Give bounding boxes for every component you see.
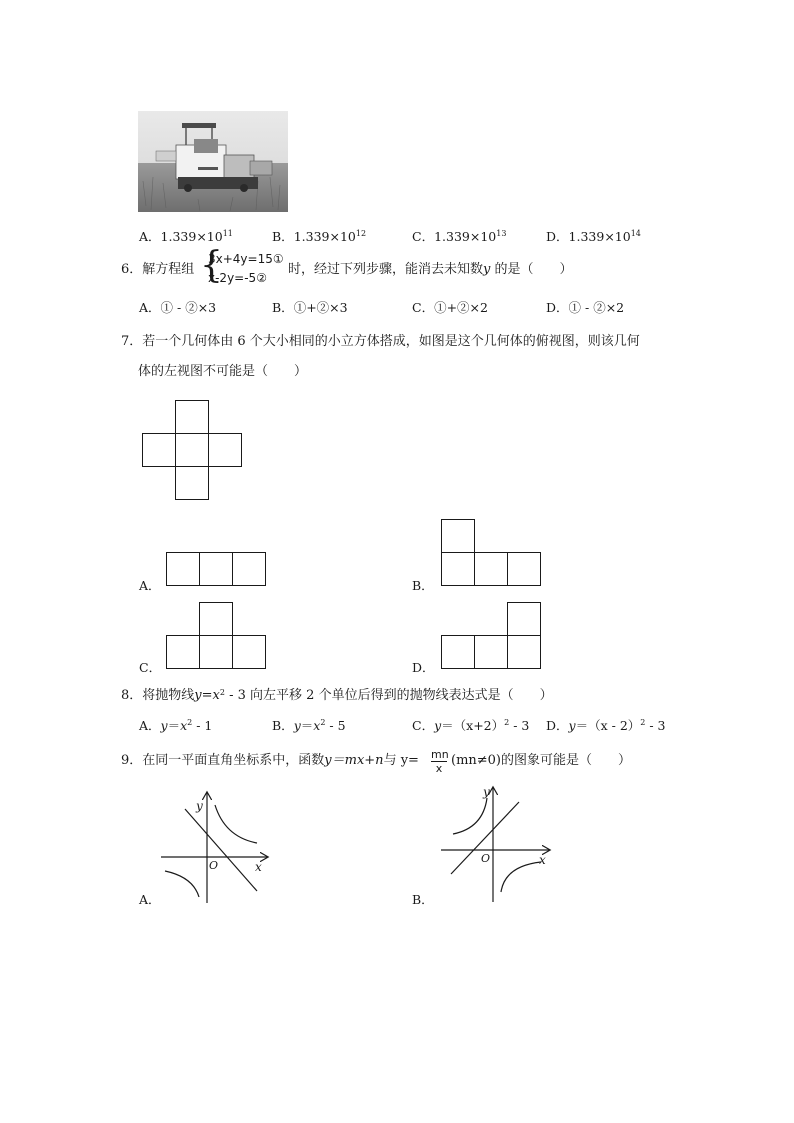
q5-option-b: B．$1.339\times 10^{12}$ [272, 229, 367, 244]
q7-label-a: A． [139, 578, 161, 593]
q6-option-d: D．① - ②×2 [546, 300, 625, 315]
q6-suffix: 时，经过下列步骤，能消去未知数y 的是（ ） [288, 262, 573, 277]
q7-line2: 体的左视图不可能是（ ） [138, 364, 308, 379]
q7-option-c-figure [164, 600, 268, 671]
origin-label: O [209, 859, 219, 872]
q7-option-d-figure [439, 600, 543, 671]
x-axis-label: x [539, 853, 546, 867]
q7-option-a-figure [164, 550, 268, 588]
line-graph [185, 809, 257, 891]
hyperbola-branch-upper [453, 798, 487, 834]
equation-1: 3x+4y=15① [208, 252, 284, 266]
hyperbola-branch-upper [215, 805, 257, 843]
equation-system [200, 245, 288, 290]
q8-option-a: A．$y=x^2 - 1$ [139, 718, 213, 733]
q6-option-a: A．① - ②×3 [139, 300, 217, 315]
origin-label: O [481, 852, 491, 865]
q8-question: 8．将抛物线$y=x^2 - 3$ 向左平移 2 个单位后得到的抛物线表达式是（ ） [121, 688, 553, 703]
hyperbola-branch-lower [501, 862, 541, 892]
q9-graph-b [437, 782, 557, 907]
q7-label-c: C． [139, 660, 162, 675]
q5-option-c: C．$1.339\times 10^{13}$ [412, 229, 507, 244]
y-axis-label: y [196, 799, 203, 813]
q7-label-d: D． [412, 660, 435, 675]
q9-question: 9．在同一平面直角坐标系中，函数y＝mx+n与 y= [121, 753, 419, 768]
top-view-figure [140, 398, 246, 502]
q9-condition: (mn≠0)的图象可能是（ ） [451, 753, 632, 768]
harvester-photo [138, 111, 288, 212]
equation-2: x-2y=-5② [208, 271, 267, 285]
q7-label-b: B． [412, 578, 434, 593]
q8-option-b: B．$y=x^2 - 5$ [272, 718, 346, 733]
q5-option-a: A．$1.339\times 10^{11}$ [139, 229, 233, 244]
q9-label-b: B． [412, 892, 434, 907]
brace-icon: { [200, 245, 223, 286]
q9-graph-a [155, 787, 275, 907]
q6-prefix: 6．解方程组 [121, 262, 195, 277]
q9-label-a: A． [139, 892, 161, 907]
q6-option-c: C．①+②×2 [412, 300, 488, 315]
q7-line1: 7．若一个几何体由 6 个大小相同的小立方体搭成，如图是这个几何体的俯视图，则该几何 [121, 334, 640, 349]
q5-option-d: D．$1.339\times 10^{14}$ [546, 229, 641, 244]
y-axis-label: y [483, 785, 490, 799]
x-axis-label: x [255, 860, 262, 874]
q6-option-b: B．①+②×3 [272, 300, 348, 315]
q8-option-c: C．$y=(x+2)^2 - 3$ [412, 718, 530, 733]
q8-option-d: D．y＝（x - 2）$^2$ - 3 [546, 718, 666, 733]
q7-option-b-figure [439, 517, 543, 588]
fraction-mn-over-x: $\frac{mn}{x}$ [431, 748, 449, 775]
hyperbola-branch-lower [165, 871, 199, 897]
